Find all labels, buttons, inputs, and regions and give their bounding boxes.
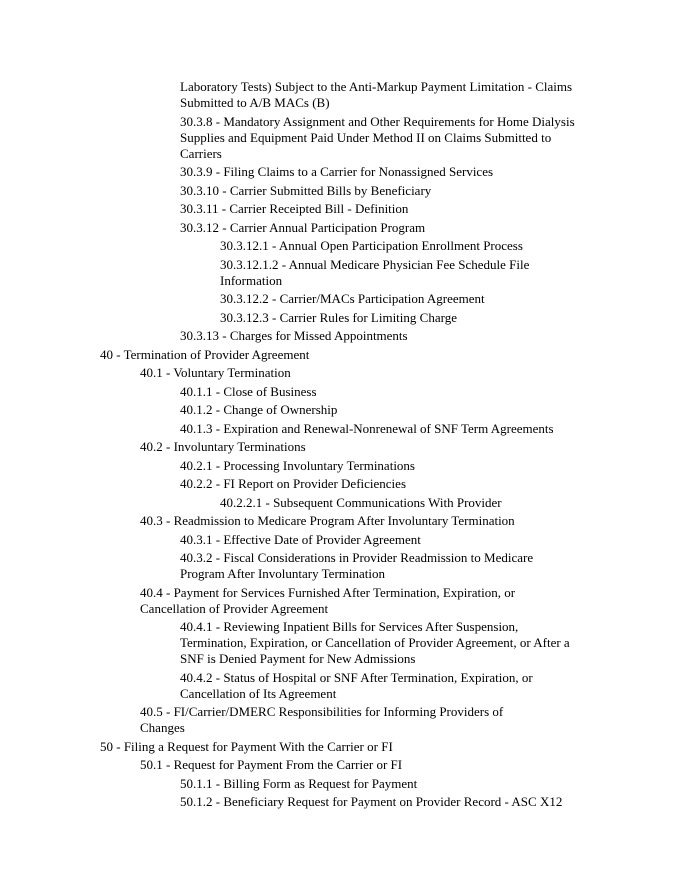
toc-chapter-heading: 40 - Termination of Provider Agreement [100, 346, 310, 362]
toc-entry: 30.3.12.3 - Carrier Rules for Limiting Charge [220, 309, 457, 325]
toc-section-heading: 50.1 - Request for Payment From the Carrier or FI [140, 757, 403, 772]
toc-entry: 40.1.1 - Close of Business [180, 383, 317, 399]
toc-section-heading: 40.3 - Readmission to Medicare Program After Involuntary Termination [140, 513, 515, 528]
toc-entry: 30.3.12.1 - Annual Open Participation Enrollment Process [220, 238, 523, 253]
toc-entry: 30.3.8 - Mandatory Assignment and Other Requirements for Home Dialysis Supplies and Equipment Paid Under Method II on Claims Submitted to Carriers [180, 113, 575, 161]
toc-entry: 50.1.2 - Beneficiary Request for Payment on Provider Record - ASC X12 [180, 794, 563, 809]
toc-entry: 30.3.13 - Charges for Missed Appointments [180, 328, 408, 343]
toc-entry: Laboratory Tests) Subject to the Anti-Markup Payment Limitation - Claims Submitted to A/B MACs (B) [180, 79, 573, 110]
toc-entry: 30.3.12.2 - Carrier/MACs Participation Agreement [220, 291, 485, 306]
toc-entry: 30.3.12.1.2 - Annual Medicare Physician Fee Schedule File Information [220, 256, 530, 288]
toc-entry: 40.1.3 - Expiration and Renewal-Nonrenewal of SNF Term Agreements [180, 420, 554, 436]
toc-entry: 30.3.9 - Filing Claims to a Carrier for Nonassigned Services [180, 164, 494, 179]
toc-entry: 40.2.2 - FI Report on Provider Deficiencies [180, 476, 407, 491]
toc-entry: 40.4.1 - Reviewing Inpatient Bills for Services After Suspension, Termination, Expiration, or Cancellation of Provider Agreement, or After a SNF is Denied Payment for New Admissions [180, 619, 570, 666]
table-of-contents [0, 79, 680, 813]
toc-entry: 40.3.2 - Fiscal Considerations in Provider Readmission to Medicare Program After Involuntary Termination [180, 550, 534, 581]
toc-entry: 40.2.1 - Processing Involuntary Terminations [180, 457, 415, 473]
toc-section-heading: 40.5 - FI/Carrier/DMERC Responsibilities for Informing Providers of Changes [140, 704, 504, 735]
toc-entry: 40.3.1 - Effective Date of Provider Agreement [180, 531, 421, 547]
toc-entry: 40.1.2 - Change of Ownership [180, 402, 338, 417]
toc-section-heading: 40.2 - Involuntary Terminations [140, 439, 306, 454]
toc-entry: 50.1.1 - Billing Form as Request for Payment [180, 775, 418, 791]
toc-entry: 30.3.11 - Carrier Receipted Bill - Definition [180, 201, 409, 216]
toc-section-heading: 40.1 - Voluntary Termination [140, 365, 291, 380]
toc-entry: 40.4.2 - Status of Hospital or SNF After Termination, Expiration, or Cancellation of Its Agreement [180, 669, 533, 701]
toc-entry: 30.3.10 - Carrier Submitted Bills by Beneficiary [180, 182, 432, 198]
toc-chapter-heading: 50 - Filing a Request for Payment With the Carrier or FI [100, 738, 393, 754]
toc-entry: 30.3.12 - Carrier Annual Participation Program [180, 219, 426, 235]
toc-section-heading: 40.4 - Payment for Services Furnished After Termination, Expiration, or Cancellation of Provider Agreement [140, 584, 516, 616]
toc-entry: 40.2.2.1 - Subsequent Communications With Provider [220, 494, 502, 510]
